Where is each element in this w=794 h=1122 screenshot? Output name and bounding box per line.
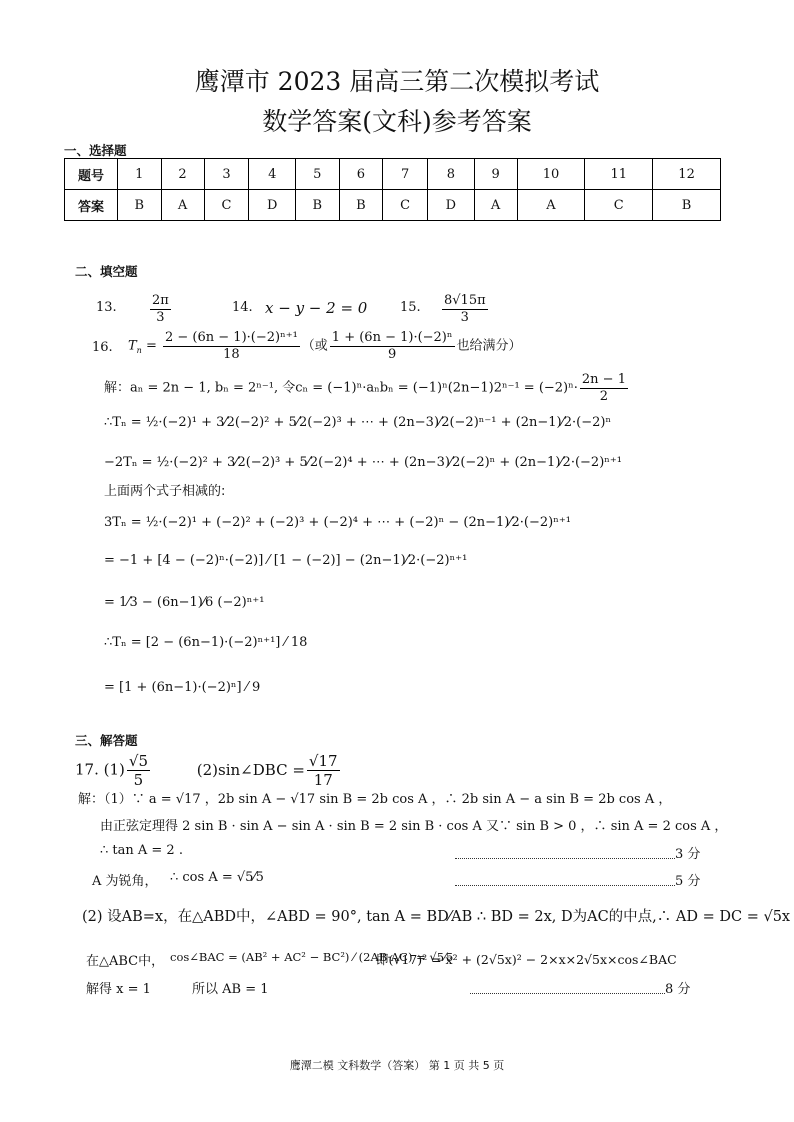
q17-part1-label: (1) [103, 760, 125, 779]
section-choice-heading: 一、选择题 [64, 143, 127, 158]
q17-ans2-numerator: √17 [308, 752, 338, 770]
table-cell: C [585, 190, 653, 221]
q15-denominator: 3 [460, 309, 469, 325]
table-cell: 4 [249, 159, 296, 190]
sol-line-1-denominator: 2 [599, 388, 609, 404]
q17-line-6c: 即(√17)² = x² + (2√5x)² − 2×x×2√5x×cos∠BAC [376, 952, 677, 967]
q16-denominator-2: 9 [388, 346, 397, 362]
q17-ans1-numerator: √5 [128, 752, 148, 770]
dotted-leader [455, 850, 675, 859]
q17-line-1: 解：（1）∵ a = √17 ，2b sin A − √17 sin B = 2b cos A ，∴ 2b sin A − a sin B = 2b cos A ， [78, 792, 672, 807]
q16-also: 也给满分） [456, 338, 522, 354]
q16-solution-line-7: = 1⁄3 − (6n−1)⁄6 (−2)ⁿ⁺¹ [104, 595, 265, 610]
q16-answer: $T_n$ = $\frac{\text{2 − (6n − 1)·(−2)ⁿ⁺¹}}{18}$ （或 $\frac{\text{1 + (6n − 1)·(−2)ⁿ}}{9}$ 也给满分） [128, 330, 522, 362]
answer-table [64, 158, 721, 221]
q17-ans2-denominator: 17 [313, 771, 333, 789]
table-row-numbers [65, 159, 721, 190]
q16-T: T [128, 338, 137, 354]
q13-answer [148, 293, 173, 325]
q17-line-7a: 解得 x = 1 [86, 982, 151, 997]
table-cell: 8 [428, 159, 475, 190]
q17-score-5 [455, 870, 700, 889]
table-cell: 10 [517, 159, 585, 190]
q14-answer: x − y − 2 = 0 [265, 299, 368, 317]
page-footer: 鹰潭二模 文科数学（答案） 第 1 页 共 5 页 [289, 1059, 505, 1072]
q16-or: （或 [301, 338, 328, 354]
table-cell: 6 [339, 159, 383, 190]
q16-numerator-2: 1 + (6n − 1)·(−2)ⁿ [331, 330, 453, 345]
q14-label: 14. [232, 300, 253, 315]
q15-label: 15. [400, 300, 421, 315]
q17-score-3 [455, 843, 700, 862]
table-cell: A [474, 190, 517, 221]
table-cell: C [383, 190, 428, 221]
dotted-leader [470, 985, 665, 994]
table-cell: 9 [474, 159, 517, 190]
q17-line-7b: 所以 AB = 1 [192, 982, 269, 997]
q17-line-2: 由正弦定理得 2 sin B · sin A − sin A · sin B = 2 sin B · cos A 又∵ sin B > 0 ，∴ sin A = 2 cos A ， [100, 819, 728, 834]
q16-label: 16. [92, 340, 113, 355]
q17-line-4b: ∴ cos A = √5⁄5 [170, 870, 264, 885]
q13-denominator: 3 [156, 309, 165, 325]
q17-score-8 [470, 978, 690, 997]
sol-line-1-numerator: 2n − 1 [581, 372, 626, 387]
section-fill-heading: 二、填空题 [75, 264, 138, 279]
q17-label: 17. [75, 760, 99, 779]
table-cell: 3 [204, 159, 249, 190]
q13-label: 13. [96, 300, 117, 315]
dotted-leader [455, 877, 675, 886]
title-line-1: 鹰潭市 2023 届高三第二次模拟考试 [194, 67, 600, 96]
q17-line-5: (2) 设AB=x，在△ABD中，∠ABD = 90°, tan A = BD⁄AB ∴ BD = 2x, D为AC的中点,∴ AD = DC = √5x [82, 909, 791, 925]
table-cell: 12 [653, 159, 721, 190]
q15-numerator: 8√15π [444, 293, 486, 308]
title-line-2: 数学答案(文科)参考答案 [262, 107, 532, 136]
table-cell: D [428, 190, 475, 221]
q16-solution-line-2: ∴Tₙ = ½·(−2)¹ + 3⁄2(−2)² + 5⁄2(−2)³ + ⋯ + (2n−3)⁄2(−2)ⁿ⁻¹ + (2n−1)⁄2·(−2)ⁿ [104, 415, 612, 430]
table-row-answers [65, 190, 721, 221]
q13-numerator: 2π [152, 293, 169, 308]
q16-solution-line-4: 上面两个式子相减的: [104, 484, 226, 499]
table-cell: D [249, 190, 296, 221]
q17-line-4a: A 为锐角， [92, 874, 158, 889]
table-cell: 7 [383, 159, 428, 190]
q17-line-3: ∴ tan A = 2 . [100, 843, 183, 858]
section-answer-heading: 三、解答题 [75, 733, 138, 748]
q17-part2-label: (2)sin∠DBC = [196, 760, 305, 779]
table-cell: 1 [118, 159, 162, 190]
q17-line-6b: cos∠BAC = (AB² + AC² − BC²) ⁄ (2AB·AC) = √5⁄5 [170, 950, 454, 964]
row-label-answer: 答案 [65, 190, 118, 221]
table-cell: B [296, 190, 340, 221]
table-cell: B [339, 190, 383, 221]
q16-denominator-1: 18 [223, 346, 240, 362]
q16-solution-line-9: = [1 + (6n−1)·(−2)ⁿ] ⁄ 9 [104, 680, 261, 695]
q17-line-6a: 在△ABC中， [86, 954, 165, 969]
q17-summary [75, 752, 342, 789]
table-cell: B [653, 190, 721, 221]
sol-line-1-text: 解：aₙ = 2n − 1, bₙ = 2ⁿ⁻¹, 令cₙ = (−1)ⁿ·aₙbₙ = (−1)ⁿ(2n−1)2ⁿ⁻¹ = (−2)ⁿ· [104, 380, 578, 396]
q15-answer [440, 293, 490, 325]
table-cell: 2 [161, 159, 204, 190]
score-5-text: 5 分 [675, 874, 701, 889]
score-3-text: 3 分 [675, 847, 701, 862]
score-8-text: 8 分 [665, 982, 691, 997]
q16-numerator-1: 2 − (6n − 1)·(−2)ⁿ⁺¹ [165, 330, 298, 345]
table-cell: 11 [585, 159, 653, 190]
q16-solution-line-1 [104, 372, 630, 404]
q16-solution-line-5: 3Tₙ = ½·(−2)¹ + (−2)² + (−2)³ + (−2)⁴ + ⋯ + (−2)ⁿ − (2n−1)⁄2·(−2)ⁿ⁺¹ [104, 515, 571, 530]
q16-solution-line-6: = −1 + [4 − (−2)ⁿ·(−2)] ⁄ [1 − (−2)] − (2n−1)⁄2·(−2)ⁿ⁺¹ [104, 553, 468, 568]
table-cell: A [517, 190, 585, 221]
q16-solution-line-3: −2Tₙ = ½·(−2)² + 3⁄2(−2)³ + 5⁄2(−2)⁴ + ⋯ + (2n−3)⁄2(−2)ⁿ + (2n−1)⁄2·(−2)ⁿ⁺¹ [104, 455, 622, 470]
table-cell: A [161, 190, 204, 221]
q17-ans1-denominator: 5 [133, 771, 144, 789]
row-label-number: 题号 [65, 159, 118, 190]
table-cell: 5 [296, 159, 340, 190]
table-cell: B [118, 190, 162, 221]
q16-solution-line-8: ∴Tₙ = [2 − (6n−1)·(−2)ⁿ⁺¹] ⁄ 18 [104, 635, 308, 650]
table-cell: C [204, 190, 249, 221]
